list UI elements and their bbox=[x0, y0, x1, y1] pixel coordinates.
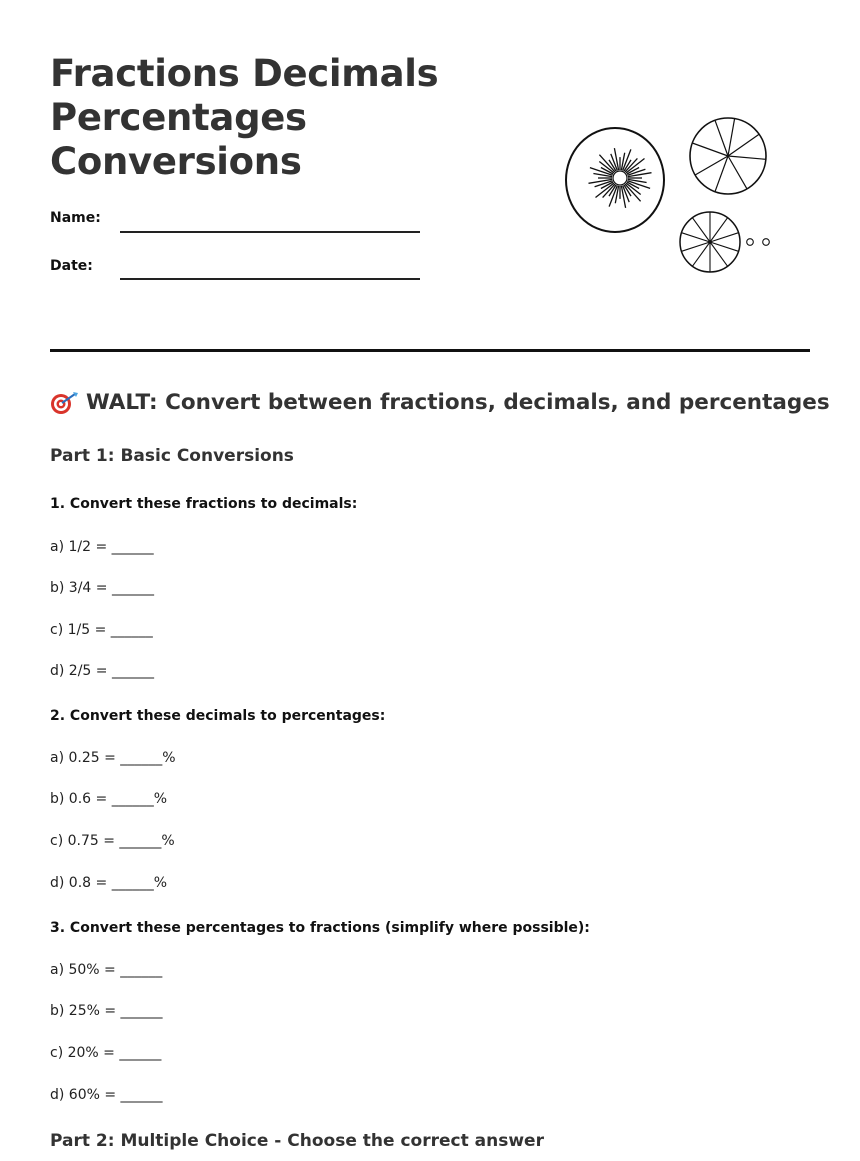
q1-item-c: c) 1/5 = ______ bbox=[50, 622, 153, 638]
q3-item-a: a) 50% = ______ bbox=[50, 962, 163, 978]
section-divider bbox=[50, 349, 810, 352]
q2-item-a: a) 0.25 = ______% bbox=[50, 750, 176, 766]
q2-item-b: b) 0.6 = ______% bbox=[50, 791, 167, 807]
q3-item-d: d) 60% = ______ bbox=[50, 1087, 163, 1103]
date-label: Date: bbox=[50, 258, 93, 274]
pie-tenths-icon bbox=[680, 212, 740, 272]
q3-item-b: b) 25% = ______ bbox=[50, 1003, 163, 1019]
walt-text: WALT: Convert between fractions, decimals, and percentages bbox=[86, 390, 830, 415]
q1-item-a: a) 1/2 = ______ bbox=[50, 539, 154, 555]
part-2-heading: Part 2: Multiple Choice - Choose the correct answer bbox=[50, 1131, 544, 1151]
title-line-2: Percentages bbox=[50, 96, 307, 139]
q1-item-d: d) 2/5 = ______ bbox=[50, 663, 154, 679]
q2-item-c: c) 0.75 = ______% bbox=[50, 833, 175, 849]
question-1-heading: 1. Convert these fractions to decimals: bbox=[50, 496, 358, 512]
walt-heading bbox=[50, 390, 830, 415]
q2-item-d: d) 0.8 = ______% bbox=[50, 875, 167, 891]
question-3-heading: 3. Convert these percentages to fractions (simplify where possible): bbox=[50, 920, 590, 936]
pie-eighths-icon bbox=[690, 118, 766, 194]
title-line-1: Fractions Decimals bbox=[50, 52, 439, 95]
q1-item-b: b) 3/4 = ______ bbox=[50, 580, 154, 596]
name-label: Name: bbox=[50, 210, 101, 226]
small-dots-icon bbox=[747, 239, 770, 246]
kiwi-slice-icon bbox=[566, 128, 664, 232]
question-2-heading: 2. Convert these decimals to percentages: bbox=[50, 708, 386, 724]
title-line-3: Conversions bbox=[50, 140, 302, 183]
fraction-circles-illustration bbox=[560, 110, 790, 290]
target-dart-icon bbox=[50, 391, 80, 415]
date-write-line[interactable] bbox=[120, 278, 420, 280]
name-write-line[interactable] bbox=[120, 231, 420, 233]
worksheet-title bbox=[50, 52, 438, 184]
q3-item-c: c) 20% = ______ bbox=[50, 1045, 162, 1061]
part-1-heading: Part 1: Basic Conversions bbox=[50, 446, 294, 466]
